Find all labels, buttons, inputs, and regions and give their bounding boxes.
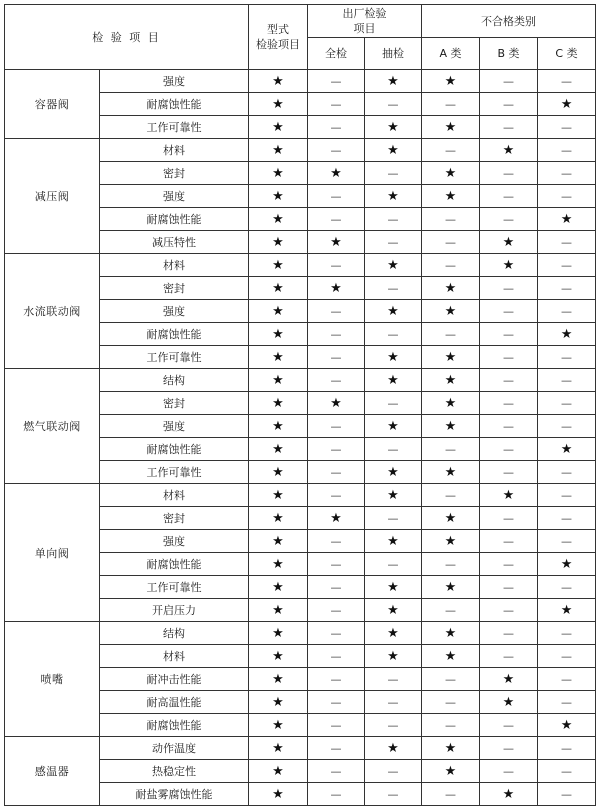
star-mark-class-a: ★ bbox=[422, 576, 480, 599]
dash-mark-full-inspection: — bbox=[308, 116, 365, 139]
dash-mark-class-a: — bbox=[422, 139, 480, 162]
dash-mark-full-inspection: — bbox=[308, 783, 365, 806]
group-name: 容器阀 bbox=[5, 70, 100, 139]
star-mark-class-a: ★ bbox=[422, 760, 480, 783]
item-name: 材料 bbox=[100, 254, 249, 277]
star-mark-sampling: ★ bbox=[365, 645, 422, 668]
star-mark-class-b: ★ bbox=[480, 783, 538, 806]
dash-mark-class-b: — bbox=[480, 277, 538, 300]
dash-mark-class-c: — bbox=[538, 415, 596, 438]
dash-mark-class-c: — bbox=[538, 576, 596, 599]
dash-mark-class-c: — bbox=[538, 484, 596, 507]
star-mark-class-a: ★ bbox=[422, 530, 480, 553]
star-mark-sampling: ★ bbox=[365, 346, 422, 369]
header-nonconformity: 不合格类别 bbox=[422, 5, 596, 38]
star-mark-type-test: ★ bbox=[249, 231, 308, 254]
dash-mark-class-c: — bbox=[538, 254, 596, 277]
dash-mark-class-b: — bbox=[480, 369, 538, 392]
dash-mark-class-a: — bbox=[422, 208, 480, 231]
dash-mark-full-inspection: — bbox=[308, 553, 365, 576]
star-mark-type-test: ★ bbox=[249, 208, 308, 231]
star-mark-class-a: ★ bbox=[422, 70, 480, 93]
star-mark-class-a: ★ bbox=[422, 346, 480, 369]
star-mark-sampling: ★ bbox=[365, 599, 422, 622]
dash-mark-class-b: — bbox=[480, 208, 538, 231]
dash-mark-sampling: — bbox=[365, 714, 422, 737]
dash-mark-full-inspection: — bbox=[308, 576, 365, 599]
dash-mark-class-a: — bbox=[422, 254, 480, 277]
dash-mark-sampling: — bbox=[365, 162, 422, 185]
dash-mark-full-inspection: — bbox=[308, 139, 365, 162]
dash-mark-full-inspection: — bbox=[308, 369, 365, 392]
star-mark-sampling: ★ bbox=[365, 415, 422, 438]
star-mark-class-a: ★ bbox=[422, 415, 480, 438]
dash-mark-class-c: — bbox=[538, 277, 596, 300]
star-mark-class-c: ★ bbox=[538, 438, 596, 461]
dash-mark-class-b: — bbox=[480, 507, 538, 530]
dash-mark-full-inspection: — bbox=[308, 300, 365, 323]
table-row bbox=[5, 737, 596, 760]
dash-mark-sampling: — bbox=[365, 668, 422, 691]
star-mark-sampling: ★ bbox=[365, 576, 422, 599]
dash-mark-full-inspection: — bbox=[308, 599, 365, 622]
header-class-c: C 类 bbox=[538, 38, 596, 70]
star-mark-class-c: ★ bbox=[538, 323, 596, 346]
star-mark-sampling: ★ bbox=[365, 737, 422, 760]
item-name: 材料 bbox=[100, 484, 249, 507]
dash-mark-class-a: — bbox=[422, 668, 480, 691]
dash-mark-class-c: — bbox=[538, 139, 596, 162]
group-name: 燃气联动阀 bbox=[5, 369, 100, 484]
header-type-test bbox=[249, 5, 308, 70]
star-mark-type-test: ★ bbox=[249, 553, 308, 576]
group-name: 单向阀 bbox=[5, 484, 100, 622]
dash-mark-class-b: — bbox=[480, 116, 538, 139]
star-mark-type-test: ★ bbox=[249, 507, 308, 530]
star-mark-full-inspection: ★ bbox=[308, 507, 365, 530]
dash-mark-sampling: — bbox=[365, 208, 422, 231]
dash-mark-class-c: — bbox=[538, 185, 596, 208]
star-mark-type-test: ★ bbox=[249, 438, 308, 461]
dash-mark-class-b: — bbox=[480, 346, 538, 369]
star-mark-type-test: ★ bbox=[249, 323, 308, 346]
dash-mark-class-c: — bbox=[538, 461, 596, 484]
star-mark-type-test: ★ bbox=[249, 622, 308, 645]
header-inspection-item: 检 验 项 目 bbox=[5, 5, 249, 70]
dash-mark-sampling: — bbox=[365, 438, 422, 461]
group-name: 水流联动阀 bbox=[5, 254, 100, 369]
dash-mark-class-b: — bbox=[480, 645, 538, 668]
dash-mark-class-b: — bbox=[480, 185, 538, 208]
star-mark-type-test: ★ bbox=[249, 783, 308, 806]
star-mark-sampling: ★ bbox=[365, 185, 422, 208]
star-mark-class-b: ★ bbox=[480, 139, 538, 162]
star-mark-type-test: ★ bbox=[249, 530, 308, 553]
star-mark-type-test: ★ bbox=[249, 346, 308, 369]
dash-mark-full-inspection: — bbox=[308, 714, 365, 737]
item-name: 工作可靠性 bbox=[100, 116, 249, 139]
star-mark-type-test: ★ bbox=[249, 484, 308, 507]
dash-mark-sampling: — bbox=[365, 760, 422, 783]
star-mark-type-test: ★ bbox=[249, 645, 308, 668]
star-mark-sampling: ★ bbox=[365, 622, 422, 645]
star-mark-class-c: ★ bbox=[538, 714, 596, 737]
dash-mark-class-c: — bbox=[538, 300, 596, 323]
item-name: 密封 bbox=[100, 507, 249, 530]
header-type-test-line1: 型式 bbox=[267, 23, 289, 36]
item-name: 工作可靠性 bbox=[100, 576, 249, 599]
item-name: 耐腐蚀性能 bbox=[100, 438, 249, 461]
star-mark-type-test: ★ bbox=[249, 668, 308, 691]
star-mark-class-a: ★ bbox=[422, 737, 480, 760]
dash-mark-class-b: — bbox=[480, 530, 538, 553]
star-mark-sampling: ★ bbox=[365, 369, 422, 392]
star-mark-class-c: ★ bbox=[538, 93, 596, 116]
item-name: 强度 bbox=[100, 300, 249, 323]
dash-mark-class-b: — bbox=[480, 553, 538, 576]
star-mark-class-b: ★ bbox=[480, 691, 538, 714]
star-mark-class-a: ★ bbox=[422, 116, 480, 139]
table-row bbox=[5, 70, 596, 93]
dash-mark-full-inspection: — bbox=[308, 93, 365, 116]
star-mark-type-test: ★ bbox=[249, 70, 308, 93]
dash-mark-sampling: — bbox=[365, 231, 422, 254]
dash-mark-class-a: — bbox=[422, 714, 480, 737]
table-row bbox=[5, 369, 596, 392]
table-row bbox=[5, 139, 596, 162]
item-name: 耐冲击性能 bbox=[100, 668, 249, 691]
dash-mark-full-inspection: — bbox=[308, 346, 365, 369]
dash-mark-class-b: — bbox=[480, 162, 538, 185]
dash-mark-full-inspection: — bbox=[308, 645, 365, 668]
dash-mark-class-c: — bbox=[538, 392, 596, 415]
star-mark-sampling: ★ bbox=[365, 254, 422, 277]
star-mark-type-test: ★ bbox=[249, 737, 308, 760]
item-name: 耐腐蚀性能 bbox=[100, 323, 249, 346]
dash-mark-class-b: — bbox=[480, 93, 538, 116]
group-name: 喷嘴 bbox=[5, 622, 100, 737]
item-name: 耐腐蚀性能 bbox=[100, 553, 249, 576]
inspection-table bbox=[4, 4, 596, 806]
dash-mark-class-c: — bbox=[538, 530, 596, 553]
item-name: 强度 bbox=[100, 70, 249, 93]
dash-mark-class-b: — bbox=[480, 599, 538, 622]
star-mark-type-test: ★ bbox=[249, 254, 308, 277]
dash-mark-sampling: — bbox=[365, 277, 422, 300]
dash-mark-sampling: — bbox=[365, 323, 422, 346]
item-name: 耐高温性能 bbox=[100, 691, 249, 714]
header-sampling: 抽检 bbox=[365, 38, 422, 70]
dash-mark-full-inspection: — bbox=[308, 208, 365, 231]
star-mark-type-test: ★ bbox=[249, 277, 308, 300]
header-factory-test bbox=[308, 5, 422, 38]
dash-mark-full-inspection: — bbox=[308, 461, 365, 484]
star-mark-class-b: ★ bbox=[480, 254, 538, 277]
dash-mark-class-a: — bbox=[422, 783, 480, 806]
dash-mark-class-c: — bbox=[538, 737, 596, 760]
header-factory-test-line2: 项目 bbox=[353, 22, 376, 35]
star-mark-sampling: ★ bbox=[365, 484, 422, 507]
star-mark-type-test: ★ bbox=[249, 760, 308, 783]
group-name: 减压阀 bbox=[5, 139, 100, 254]
header-type-test-line2: 检验项目 bbox=[256, 38, 300, 51]
star-mark-full-inspection: ★ bbox=[308, 277, 365, 300]
item-name: 热稳定性 bbox=[100, 760, 249, 783]
dash-mark-full-inspection: — bbox=[308, 737, 365, 760]
item-name: 工作可靠性 bbox=[100, 461, 249, 484]
dash-mark-full-inspection: — bbox=[308, 323, 365, 346]
item-name: 动作温度 bbox=[100, 737, 249, 760]
dash-mark-sampling: — bbox=[365, 93, 422, 116]
dash-mark-class-b: — bbox=[480, 300, 538, 323]
star-mark-class-a: ★ bbox=[422, 277, 480, 300]
dash-mark-class-c: — bbox=[538, 369, 596, 392]
star-mark-type-test: ★ bbox=[249, 576, 308, 599]
dash-mark-class-c: — bbox=[538, 70, 596, 93]
star-mark-type-test: ★ bbox=[249, 300, 308, 323]
dash-mark-class-c: — bbox=[538, 346, 596, 369]
dash-mark-full-inspection: — bbox=[308, 760, 365, 783]
dash-mark-class-b: — bbox=[480, 714, 538, 737]
star-mark-full-inspection: ★ bbox=[308, 392, 365, 415]
dash-mark-class-c: — bbox=[538, 162, 596, 185]
header-class-b: B 类 bbox=[480, 38, 538, 70]
dash-mark-class-c: — bbox=[538, 668, 596, 691]
star-mark-sampling: ★ bbox=[365, 461, 422, 484]
dash-mark-class-a: — bbox=[422, 484, 480, 507]
dash-mark-class-a: — bbox=[422, 231, 480, 254]
star-mark-class-a: ★ bbox=[422, 300, 480, 323]
dash-mark-class-b: — bbox=[480, 737, 538, 760]
star-mark-sampling: ★ bbox=[365, 530, 422, 553]
star-mark-class-a: ★ bbox=[422, 185, 480, 208]
star-mark-full-inspection: ★ bbox=[308, 231, 365, 254]
star-mark-full-inspection: ★ bbox=[308, 162, 365, 185]
group-name: 感温器 bbox=[5, 737, 100, 806]
dash-mark-class-b: — bbox=[480, 323, 538, 346]
item-name: 密封 bbox=[100, 277, 249, 300]
star-mark-class-b: ★ bbox=[480, 668, 538, 691]
star-mark-type-test: ★ bbox=[249, 599, 308, 622]
item-name: 开启压力 bbox=[100, 599, 249, 622]
star-mark-type-test: ★ bbox=[249, 162, 308, 185]
dash-mark-sampling: — bbox=[365, 392, 422, 415]
star-mark-type-test: ★ bbox=[249, 461, 308, 484]
dash-mark-class-c: — bbox=[538, 760, 596, 783]
dash-mark-full-inspection: — bbox=[308, 668, 365, 691]
star-mark-type-test: ★ bbox=[249, 714, 308, 737]
dash-mark-class-a: — bbox=[422, 93, 480, 116]
star-mark-type-test: ★ bbox=[249, 93, 308, 116]
item-name: 耐腐蚀性能 bbox=[100, 93, 249, 116]
item-name: 材料 bbox=[100, 139, 249, 162]
header-factory-test-line1: 出厂检验 bbox=[342, 7, 387, 20]
dash-mark-class-b: — bbox=[480, 461, 538, 484]
star-mark-class-a: ★ bbox=[422, 369, 480, 392]
dash-mark-full-inspection: — bbox=[308, 691, 365, 714]
item-name: 结构 bbox=[100, 369, 249, 392]
star-mark-type-test: ★ bbox=[249, 369, 308, 392]
dash-mark-full-inspection: — bbox=[308, 438, 365, 461]
dash-mark-class-a: — bbox=[422, 438, 480, 461]
dash-mark-class-b: — bbox=[480, 760, 538, 783]
dash-mark-sampling: — bbox=[365, 783, 422, 806]
dash-mark-class-c: — bbox=[538, 231, 596, 254]
dash-mark-class-a: — bbox=[422, 553, 480, 576]
item-name: 材料 bbox=[100, 645, 249, 668]
table-body bbox=[5, 70, 596, 806]
table-row bbox=[5, 484, 596, 507]
star-mark-sampling: ★ bbox=[365, 70, 422, 93]
item-name: 减压特性 bbox=[100, 231, 249, 254]
item-name: 结构 bbox=[100, 622, 249, 645]
dash-mark-class-b: — bbox=[480, 576, 538, 599]
star-mark-class-a: ★ bbox=[422, 622, 480, 645]
item-name: 强度 bbox=[100, 415, 249, 438]
star-mark-class-a: ★ bbox=[422, 461, 480, 484]
dash-mark-full-inspection: — bbox=[308, 622, 365, 645]
dash-mark-sampling: — bbox=[365, 553, 422, 576]
dash-mark-full-inspection: — bbox=[308, 70, 365, 93]
table-row bbox=[5, 622, 596, 645]
star-mark-class-c: ★ bbox=[538, 208, 596, 231]
dash-mark-full-inspection: — bbox=[308, 254, 365, 277]
dash-mark-class-c: — bbox=[538, 645, 596, 668]
dash-mark-class-c: — bbox=[538, 691, 596, 714]
star-mark-sampling: ★ bbox=[365, 300, 422, 323]
table-header bbox=[5, 5, 596, 70]
star-mark-type-test: ★ bbox=[249, 392, 308, 415]
dash-mark-class-a: — bbox=[422, 599, 480, 622]
star-mark-class-a: ★ bbox=[422, 507, 480, 530]
item-name: 密封 bbox=[100, 162, 249, 185]
header-full-inspection: 全检 bbox=[308, 38, 365, 70]
star-mark-class-b: ★ bbox=[480, 231, 538, 254]
star-mark-type-test: ★ bbox=[249, 139, 308, 162]
dash-mark-sampling: — bbox=[365, 507, 422, 530]
star-mark-class-b: ★ bbox=[480, 484, 538, 507]
dash-mark-class-c: — bbox=[538, 116, 596, 139]
dash-mark-class-a: — bbox=[422, 323, 480, 346]
item-name: 耐盐雾腐蚀性能 bbox=[100, 783, 249, 806]
dash-mark-class-a: — bbox=[422, 691, 480, 714]
dash-mark-class-c: — bbox=[538, 507, 596, 530]
star-mark-type-test: ★ bbox=[249, 185, 308, 208]
header-class-a: A 类 bbox=[422, 38, 480, 70]
dash-mark-class-b: — bbox=[480, 415, 538, 438]
star-mark-type-test: ★ bbox=[249, 116, 308, 139]
dash-mark-class-b: — bbox=[480, 392, 538, 415]
item-name: 强度 bbox=[100, 530, 249, 553]
star-mark-class-a: ★ bbox=[422, 162, 480, 185]
star-mark-class-a: ★ bbox=[422, 645, 480, 668]
item-name: 密封 bbox=[100, 392, 249, 415]
item-name: 工作可靠性 bbox=[100, 346, 249, 369]
dash-mark-class-c: — bbox=[538, 622, 596, 645]
dash-mark-full-inspection: — bbox=[308, 185, 365, 208]
star-mark-class-c: ★ bbox=[538, 599, 596, 622]
star-mark-type-test: ★ bbox=[249, 691, 308, 714]
dash-mark-sampling: — bbox=[365, 691, 422, 714]
star-mark-class-a: ★ bbox=[422, 392, 480, 415]
star-mark-sampling: ★ bbox=[365, 139, 422, 162]
dash-mark-class-b: — bbox=[480, 622, 538, 645]
star-mark-class-c: ★ bbox=[538, 553, 596, 576]
item-name: 强度 bbox=[100, 185, 249, 208]
dash-mark-class-b: — bbox=[480, 70, 538, 93]
dash-mark-class-b: — bbox=[480, 438, 538, 461]
item-name: 耐腐蚀性能 bbox=[100, 714, 249, 737]
star-mark-sampling: ★ bbox=[365, 116, 422, 139]
table-row bbox=[5, 254, 596, 277]
dash-mark-class-c: — bbox=[538, 783, 596, 806]
dash-mark-full-inspection: — bbox=[308, 484, 365, 507]
item-name: 耐腐蚀性能 bbox=[100, 208, 249, 231]
star-mark-type-test: ★ bbox=[249, 415, 308, 438]
dash-mark-full-inspection: — bbox=[308, 530, 365, 553]
dash-mark-full-inspection: — bbox=[308, 415, 365, 438]
